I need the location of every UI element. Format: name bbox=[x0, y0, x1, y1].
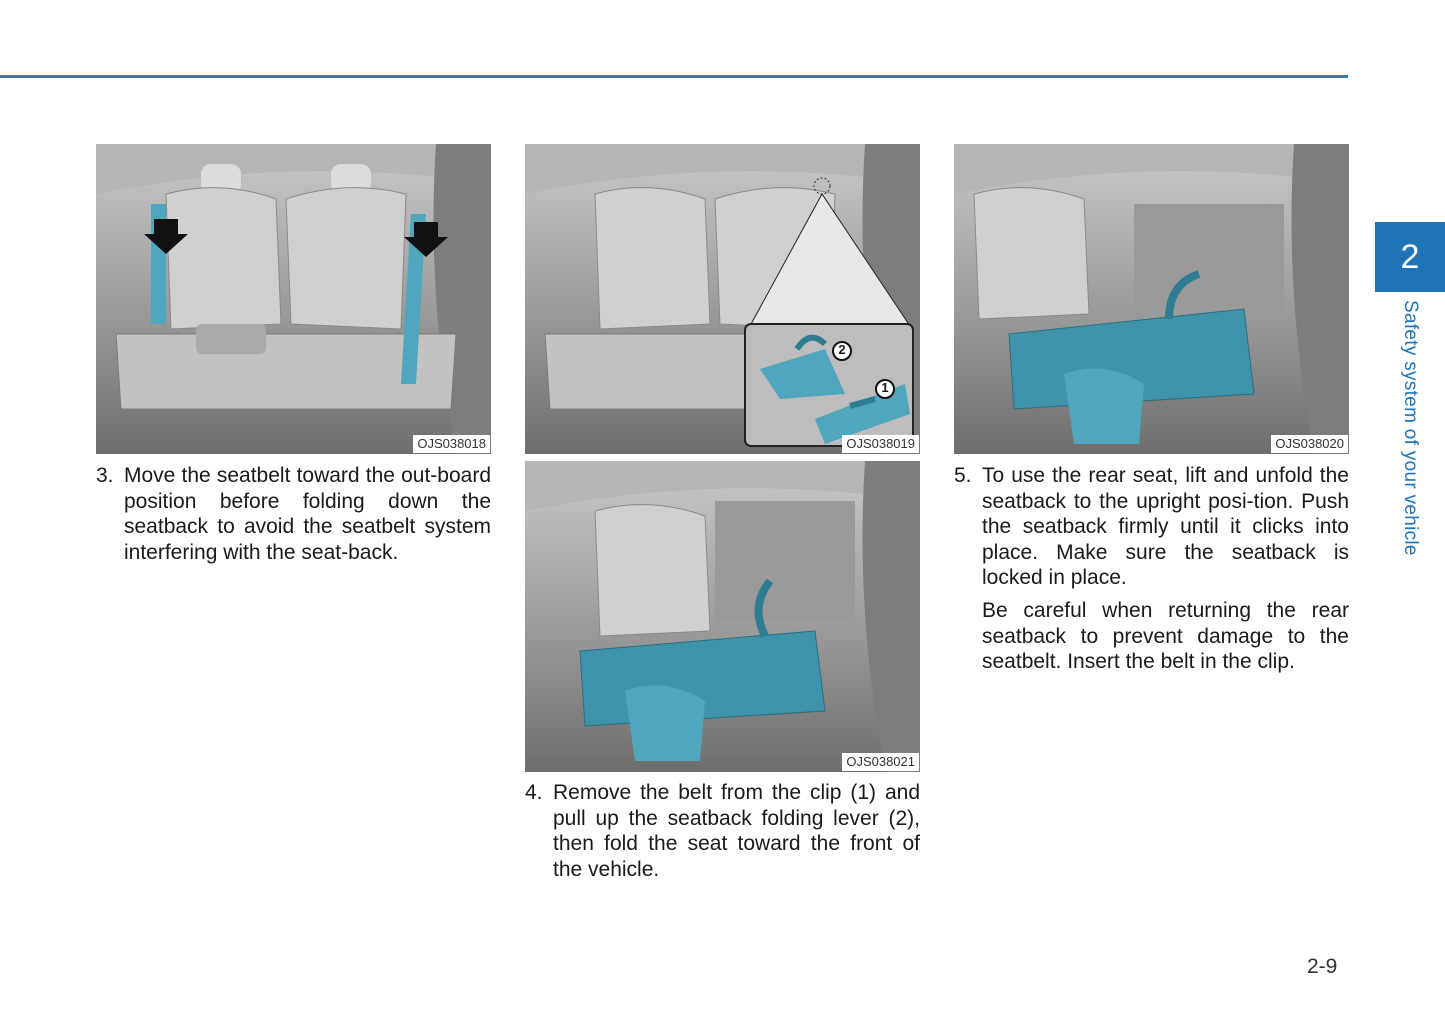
figure-seatbelt-outboard bbox=[96, 144, 491, 454]
figure-code: OJS038018 bbox=[413, 435, 490, 453]
callout-2: 2 bbox=[838, 342, 846, 357]
step-text: Remove the belt from the clip (1) and pull up the seatback folding lever (2), then fold the seat toward the front of the vehicle. bbox=[553, 781, 920, 881]
figure-code: OJS038020 bbox=[1271, 435, 1348, 453]
header-rule bbox=[0, 75, 1348, 78]
figure-clip-lever bbox=[525, 144, 920, 454]
caution-note: Be careful when returning the rear seatback to prevent damage to the seatbelt. Insert the belt in the clip. bbox=[982, 599, 1349, 673]
figure-code: OJS038021 bbox=[842, 753, 919, 771]
step-3 bbox=[96, 463, 491, 565]
step-number: 5. bbox=[954, 464, 972, 487]
chapter-title: Safety system of your vehicle bbox=[1400, 300, 1421, 556]
chapter-tab: 2 bbox=[1375, 222, 1445, 292]
step-number: 4. bbox=[525, 781, 543, 804]
figure-seat-unfold bbox=[954, 144, 1349, 454]
step-4 bbox=[525, 780, 920, 882]
callout-1: 1 bbox=[881, 380, 889, 395]
step-text: Move the seatbelt toward the out-board position before folding down the seatback to avoid the seatbelt system interfering with the seat-back. bbox=[124, 464, 491, 564]
figure-code: OJS038019 bbox=[842, 435, 919, 453]
figure-seat-folded bbox=[525, 461, 920, 772]
page-number: 2-9 bbox=[1307, 955, 1338, 978]
step-5 bbox=[954, 463, 1349, 591]
folded-seat-illustration bbox=[525, 461, 920, 772]
unfold-seat-illustration bbox=[954, 144, 1349, 454]
step-number: 3. bbox=[96, 464, 114, 487]
step-text: To use the rear seat, lift and unfold the seatback to the upright posi-tion. Push the seatback firmly until it clicks into place. Make sure the seatback is locked in place. bbox=[982, 464, 1349, 589]
seat-lever-illustration bbox=[525, 144, 920, 454]
rear-seat-illustration bbox=[96, 144, 491, 454]
